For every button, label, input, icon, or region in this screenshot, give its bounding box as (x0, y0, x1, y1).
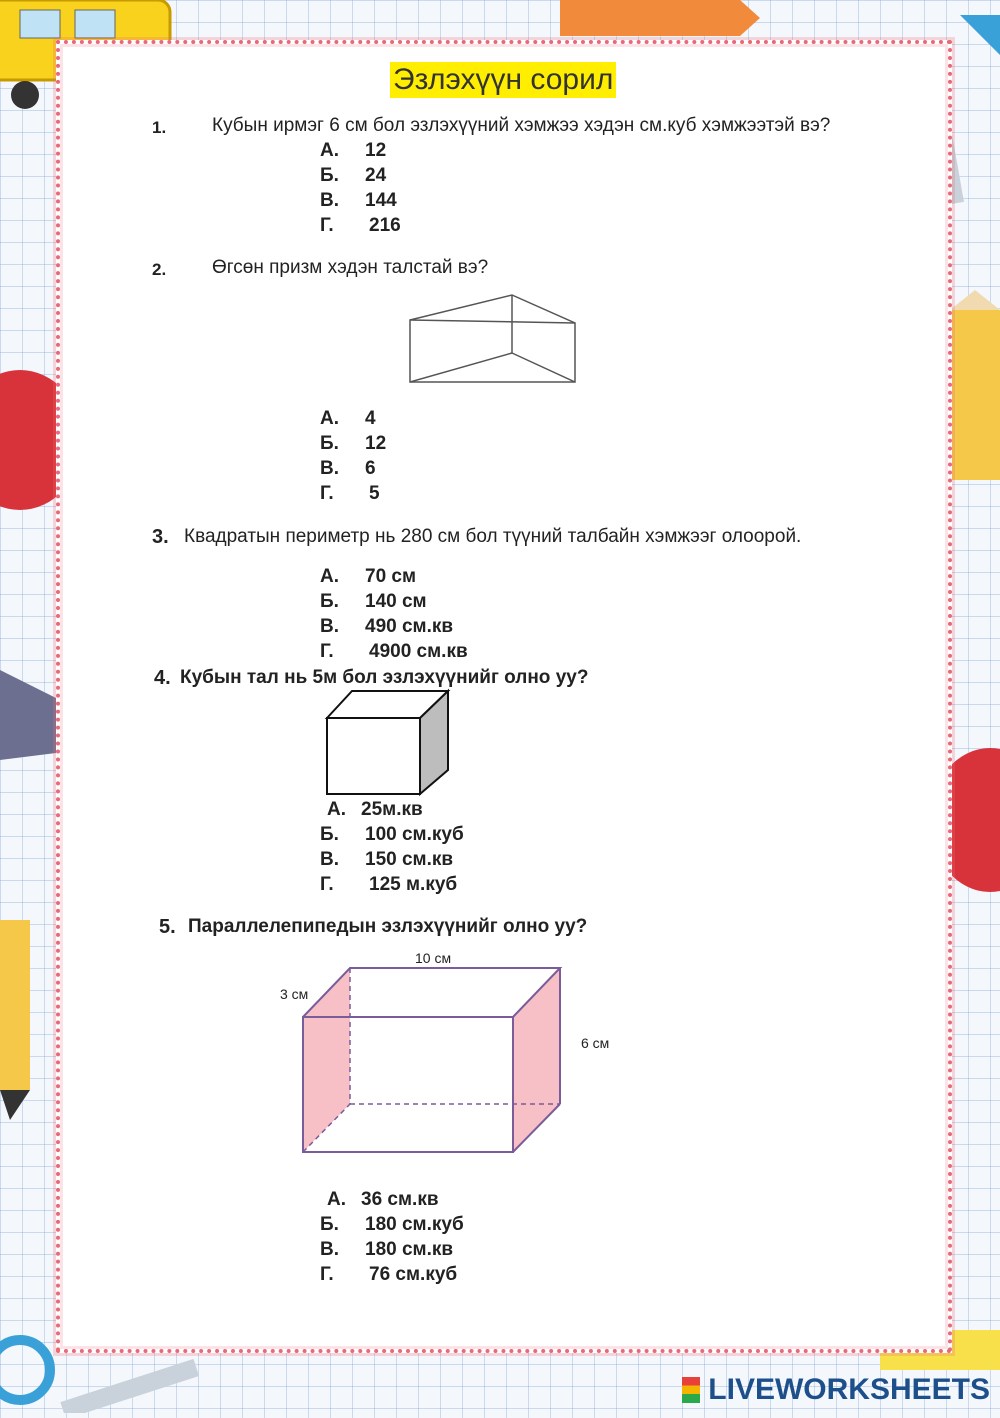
cuboid-figure (298, 962, 566, 1158)
option-a[interactable]: А. 25м.кв (327, 799, 423, 820)
option-c[interactable]: В. 150 см.кв (320, 849, 454, 870)
option-d[interactable]: Г. 5 (320, 483, 380, 504)
dimension-depth-label: 3 см (280, 986, 309, 1002)
dimension-length-label: 10 см (415, 950, 452, 966)
option-c[interactable]: В. 144 (320, 190, 397, 211)
option-b[interactable]: Б. 12 (320, 433, 387, 454)
question-1-text: Кубын ирмэг 6 см бол эзлэхүүний хэмжээ хэдэн см.куб хэмжээтэй вэ? (212, 115, 831, 136)
option-c[interactable]: В. 6 (320, 458, 376, 479)
option-b[interactable]: Б. 140 см (320, 591, 427, 612)
question-2-number: 2. (152, 260, 167, 279)
question-2-options (320, 406, 386, 506)
watermark-logo (682, 1373, 990, 1407)
question-5-text: Параллелепипедын эзлэхүүнийг олно уу? (188, 916, 588, 937)
option-a[interactable]: А. 36 см.кв (327, 1189, 439, 1210)
question-5-options (320, 1187, 464, 1287)
question-3-text: Квадратын периметр нь 280 см бол түүний талбайн хэмжээг олоорой. (184, 526, 802, 547)
option-b[interactable]: Б. 24 (320, 165, 387, 186)
cube-figure (322, 688, 454, 800)
watermark-icon (682, 1377, 700, 1403)
question-3-number: 3. (152, 526, 169, 548)
option-c[interactable]: В. 490 см.кв (320, 616, 454, 637)
dimension-height-label: 6 см (581, 1035, 610, 1051)
question-4-number: 4. (154, 667, 171, 689)
option-c[interactable]: В. 180 см.кв (320, 1239, 454, 1260)
option-d[interactable]: Г. 216 (320, 215, 401, 236)
option-d[interactable]: Г. 76 см.куб (320, 1264, 458, 1285)
triangular-prism-figure (400, 290, 585, 390)
question-1-options (320, 138, 401, 238)
option-a[interactable]: А. 12 (320, 140, 387, 161)
question-3-options (320, 564, 468, 664)
question-4-text: Кубын тал нь 5м бол эзлэхүүнийг олно уу? (180, 667, 589, 688)
question-5-number: 5. (159, 916, 176, 938)
option-b[interactable]: Б. 100 см.куб (320, 824, 464, 845)
question-4-options (320, 797, 464, 897)
option-b[interactable]: Б. 180 см.куб (320, 1214, 464, 1235)
watermark-text: LIVEWORKSHEETS (708, 1373, 990, 1406)
question-1-number: 1. (152, 118, 167, 137)
page-title: Эзлэхүүн сорил (390, 62, 616, 98)
pencil-left-clipart (0, 920, 40, 1120)
option-d[interactable]: Г. 4900 см.кв (320, 641, 468, 662)
option-a[interactable]: А. 70 см (320, 566, 417, 587)
option-d[interactable]: Г. 125 м.куб (320, 874, 458, 895)
question-2-text: Өгсөн призм хэдэн талстай вэ? (212, 257, 489, 278)
option-a[interactable]: А. 4 (320, 408, 376, 429)
crayon-top-clipart (560, 0, 760, 36)
